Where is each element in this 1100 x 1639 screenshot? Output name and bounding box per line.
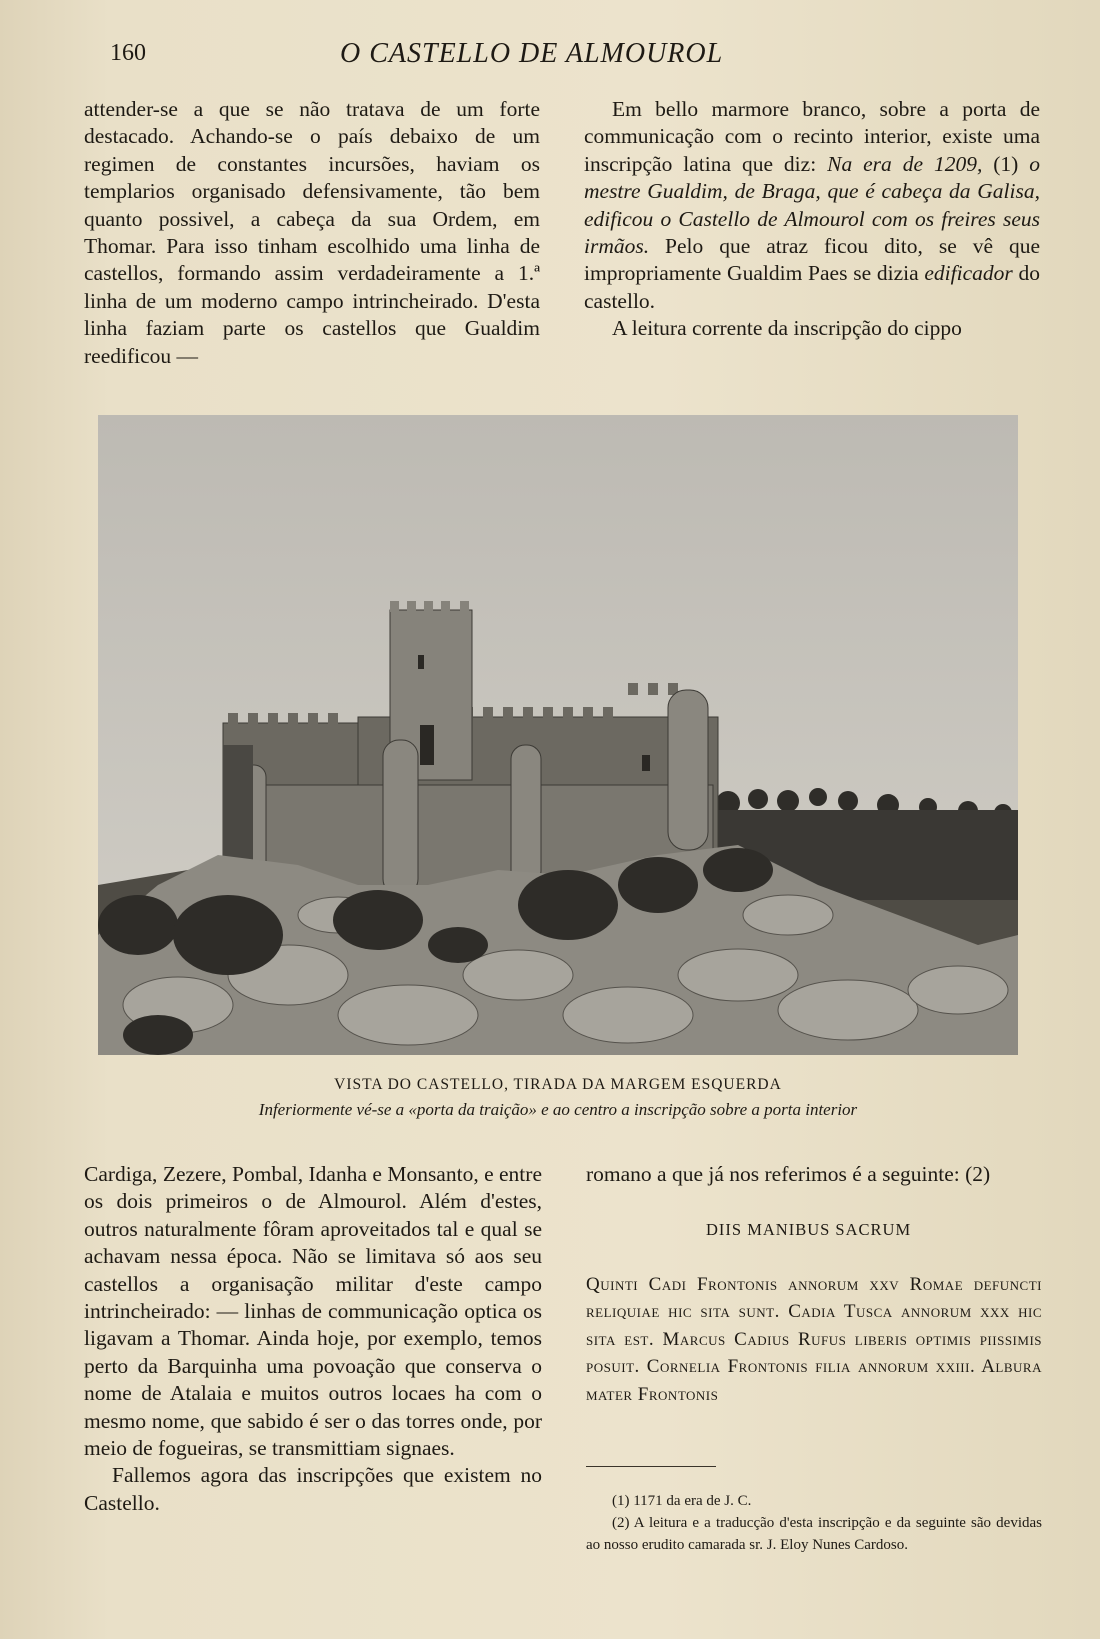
cippo-paragraph: A leitura corrente da inscripção do cippo: [612, 316, 962, 341]
figure-caption-subtitle: Inferiormente vé-se a «porta da traição» e ao centro a inscripção sobre a porta interior: [258, 1100, 858, 1119]
footnote-ref: (1): [993, 151, 1030, 176]
text-run: Em bello marmore branco, sobre a porta de communicação com o recinto interior, existe uma inscripção latina que diz:: [584, 97, 1040, 176]
castle-photograph: [98, 415, 1018, 1055]
footnote-divider: [586, 1466, 716, 1467]
text-run: Pelo que atraz ficou dito, se vê que impropriamente Gualdim Paes se dizia: [584, 234, 1040, 286]
inscription-title: DIIS MANIBUS SACRUM: [706, 1220, 912, 1239]
bottom-left-column: [84, 1161, 542, 1517]
footnote-1: (1) 1171 da era de J. C.: [612, 1493, 752, 1509]
figure-caption-title: VISTA DO CASTELLO, TIRADA DA MARGEM ESQUERDA: [334, 1076, 782, 1093]
page-number: 160: [110, 40, 146, 66]
castle-photo-image: [98, 415, 1018, 1055]
running-title: O CASTELLO DE ALMOUROL: [340, 38, 724, 69]
bottom-right-paragraph: romano a que já nos referimos é a seguinte: (2): [586, 1162, 991, 1186]
bottom-left-paragraph-2: Fallemos agora das inscripções que existem no Castello.: [84, 1463, 542, 1515]
bottom-right-column: [586, 1161, 1042, 1188]
footnotes: [586, 1490, 1042, 1556]
italic-run: edificador: [924, 261, 1013, 286]
top-right-column: [584, 96, 1040, 343]
latin-inscription: Quinti Cadi Frontonis annorum xxv Romae defuncti reliquiae hic sita sunt. Cadia Tusca annorum xxx hic sita est. Marcus Cadius Rufus liberis optimis piissimis posuit. Cornelia Frontonis filia annorum xxiii. Albura mater Frontonis: [586, 1274, 1042, 1405]
top-left-paragraph: attender-se a que se não tratava de um forte destacado. Achando-se o país debaixo de um regimen de constantes incursões, haviam os templarios organisado defensivamente, tão bem quanto possivel, a cabeça da sua Ordem, em Thomar. Para isso tinham escolhido uma linha de castellos, formando assim verdadeiramente a 1.ª linha de um moderno campo intrincheirado. D'esta linha faziam parte os castellos que Gualdim reedificou —: [84, 97, 540, 368]
footnote-2: (2) A leitura e a traducção d'esta inscripção e da seguinte são devidas ao nosso erudito camarada sr. J. Eloy Nunes Cardoso.: [586, 1515, 1042, 1553]
inscription-description-paragraph: [584, 96, 1040, 315]
text-run: do castello.: [584, 261, 1041, 313]
italic-run: Na era de 1209,: [827, 151, 994, 176]
italic-run: o mestre Gualdim, de Braga, que é cabeça da Galisa, edificou o Castello de Almourol com os freires seus irmãos.: [584, 151, 1040, 259]
bottom-left-paragraph-1: Cardiga, Zezere, Pombal, Idanha e Monsanto, e entre os dois primeiros o de Almourol. Além d'estes, outros naturalmente fôram aproveitados tal e qual se achavam nessa época. Não se limitava só aos seu castellos a organisação militar d'este campo intrincheirado: — linhas de communicação optica os ligavam a Thomar. Ainda hoje, por exemplo, temos perto da Barquinha uma povoação que conserva o nome de Atalaia e muitos outros locaes ha com o mesmo nome, que sabido é ser o das torres onde, por meio de fogueiras, se transmittiam signaes.: [84, 1162, 542, 1461]
page-header: [110, 38, 1080, 78]
top-left-column: [84, 96, 540, 370]
